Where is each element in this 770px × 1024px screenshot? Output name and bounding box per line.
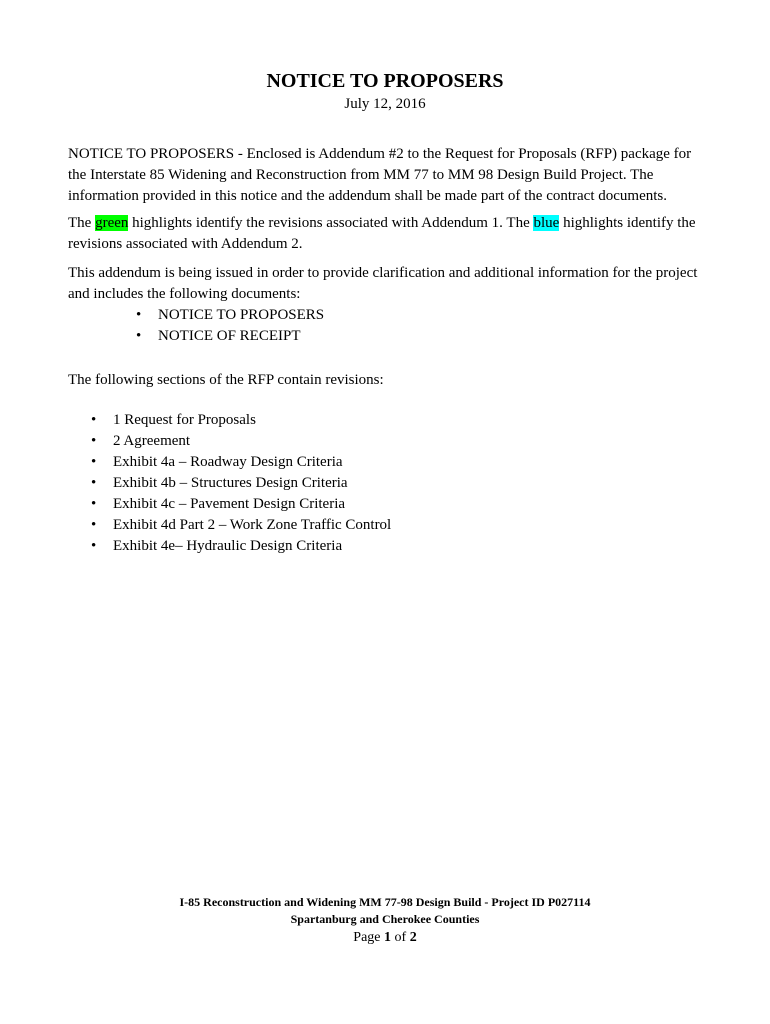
list-item (91, 536, 391, 557)
footer-counties-line: Spartanburg and Cherokee Counties (290, 912, 480, 926)
list-item-label: NOTICE OF RECEIPT (158, 328, 301, 344)
list-item-label: Exhibit 4c – Pavement Design Criteria (113, 496, 346, 512)
sections-intro-paragraph: The following sections of the RFP contain revisions: (68, 372, 384, 388)
page-label: Page (353, 930, 385, 945)
bullet-icon: • (91, 475, 97, 491)
list-item (91, 431, 391, 452)
list-item (91, 494, 391, 515)
list-item (91, 473, 391, 494)
page-footer (0, 894, 770, 947)
documents-list (136, 305, 325, 347)
bullet-icon: • (91, 496, 97, 512)
bullet-icon: • (91, 454, 97, 470)
highlights-text-3: highlights identify the revisions associated with Addendum 2. (68, 215, 696, 252)
green-highlight-word: green (95, 215, 129, 231)
page-total: 2 (409, 930, 417, 945)
purpose-paragraph: This addendum is being issued in order to provide clarification and additional information for the project and includes the following documents: (68, 265, 698, 302)
highlights-text-1: The (68, 215, 96, 231)
page-of-label: of (391, 930, 410, 945)
blue-highlight-word: blue (533, 215, 560, 231)
bullet-icon: • (91, 517, 97, 533)
list-item-label: Exhibit 4d Part 2 – Work Zone Traffic Control (113, 517, 392, 533)
list-item-label: NOTICE TO PROPOSERS (158, 307, 325, 323)
list-item (136, 326, 324, 347)
list-item (91, 452, 391, 473)
list-item-label: Exhibit 4e– Hydraulic Design Criteria (113, 538, 343, 554)
list-item (136, 305, 325, 326)
intro-paragraph: NOTICE TO PROPOSERS - Enclosed is Addendum #2 to the Request for Proposals (RFP) package for the Interstate 85 Widening and Reconstruction from MM 77 to MM 98 Design Build Project. The information provided in this notice and the addendum shall be made part of the contract documents. (68, 146, 692, 204)
sections-list (91, 410, 392, 557)
list-item-label: Exhibit 4b – Structures Design Criteria (113, 475, 348, 491)
footer-project-line: I-85 Reconstruction and Widening MM 77-98 Design Build - Project ID P027114 (179, 895, 591, 909)
page-number (0, 928, 770, 947)
highlights-paragraph (68, 213, 713, 255)
document-date: July 12, 2016 (344, 96, 426, 112)
bullet-icon: • (91, 412, 97, 428)
highlights-text-2: highlights identify the revisions associated with Addendum 1. The (128, 215, 534, 231)
bullet-icon: • (91, 433, 97, 449)
list-item (91, 515, 392, 536)
list-item (91, 410, 391, 431)
list-item-label: 1 Request for Proposals (113, 412, 256, 428)
bullet-icon: • (91, 538, 97, 554)
bullet-icon: • (136, 307, 142, 323)
page-current: 1 (384, 930, 392, 945)
list-item-label: 2 Agreement (113, 433, 191, 449)
list-item-label: Exhibit 4a – Roadway Design Criteria (113, 454, 343, 470)
document-title: NOTICE TO PROPOSERS (266, 70, 504, 92)
bullet-icon: • (136, 328, 142, 344)
